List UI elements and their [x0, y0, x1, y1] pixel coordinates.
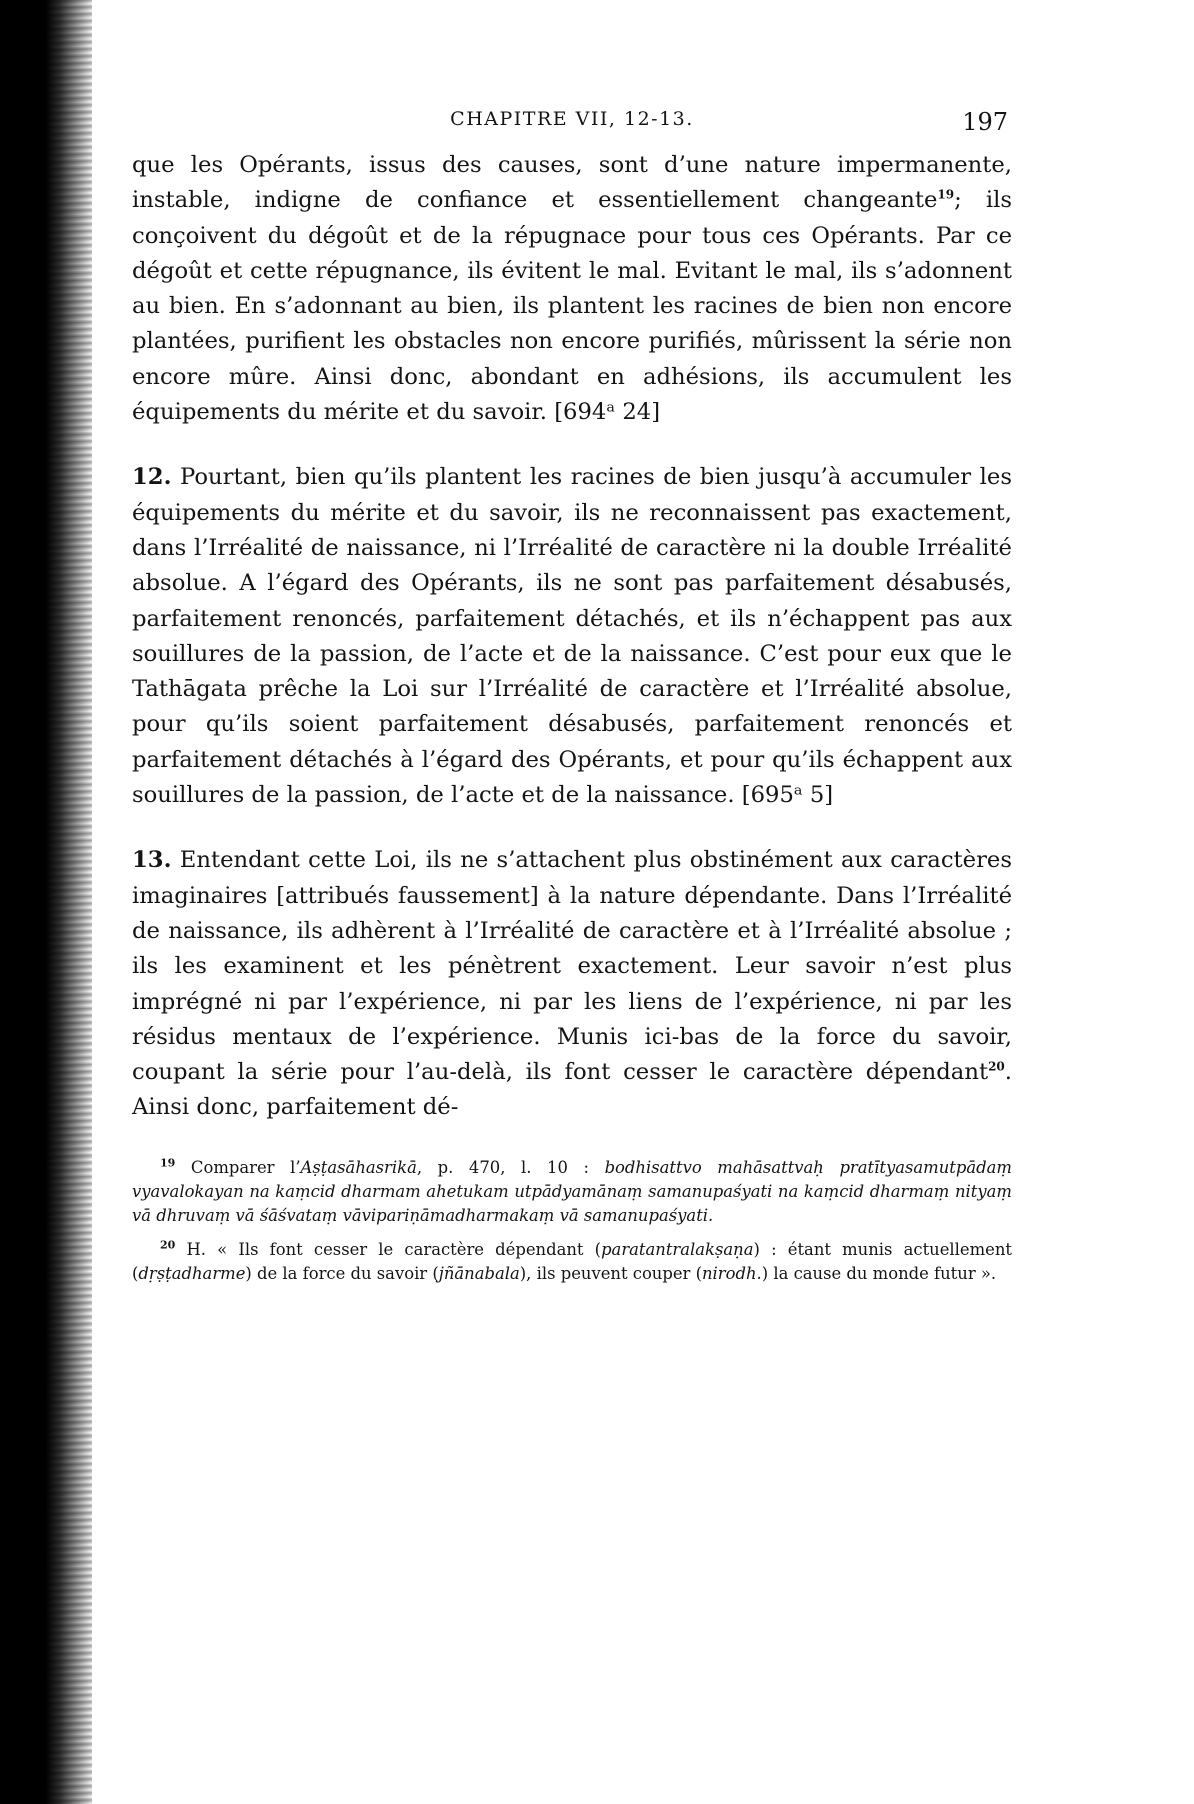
- footnote-20-part-1: H. « Ils font cesser le caractère dépendant (: [186, 1239, 602, 1259]
- binding-shadow: [0, 0, 92, 1804]
- continuation-text-1: que les Opérants, issus des causes, sont d’une nature impermanente, instable, indigne de confiance et essentiellement changeante: [132, 152, 1012, 214]
- footnote-19-title: Aṣṭasāhasrikā: [300, 1157, 417, 1177]
- footnote-20-term-3: jñānabala: [438, 1263, 520, 1283]
- footnote-19-quote: bodhisattvo mahāsattvaḥ pratītyasamutpādaṃ vyavalokayan na kaṃcid dharmam ahetukam utpādyamānaṃ samanupaśyati na kaṃcid dharmaṃ nityaṃ vā dhruvaṃ vā śāśvataṃ vāvipariṇāmadharmakaṃ vā samanupaśyati.: [132, 1157, 1013, 1225]
- footnote-20-part-2: ) : étant munis actuellement (: [132, 1239, 1012, 1283]
- section-13-paragraph: [132, 843, 1012, 1125]
- section-12-text: Pourtant, bien qu’ils plantent les racines de bien jusqu’à accumuler les équipements du mérite et du savoir, ils ne reconnaissent pas exactement, dans l’Irréalité de naissance, ni l’Irréalité de caractère ni la double Irréalité absolue. A l’égard des Opérants, ils ne sont pas parfaitement désabusés, parfaitement renoncés, parfaitement détachés, et ils n’échappent pas aux souillures de la passion, de l’acte et de la naissance. C’est pour eux que le Tathāgata prêche la Loi sur l’Irréalité de caractère et l’Irréalité absolue, pour qu’ils soient parfaitement désabusés, parfaitement renoncés et parfaitement détachés à l’égard des Opérants, et pour qu’ils échappent aux souillures de la passion, de l’acte et de la naissance. [695ᵃ 5]: [132, 464, 1012, 809]
- section-number-13: 13.: [132, 847, 172, 874]
- footnote-20: [132, 1238, 1012, 1286]
- footnote-20-term-1: paratantralakṣaṇa: [601, 1239, 754, 1259]
- page-number: 197: [962, 108, 1008, 136]
- footnote-20-part-3: ) de la force du savoir (: [245, 1263, 439, 1283]
- section-12-paragraph: [132, 460, 1012, 813]
- footnote-19-locator: , p. 470, l. 10 :: [416, 1157, 605, 1177]
- footnotes: [132, 1156, 1012, 1286]
- footnote-19: [132, 1156, 1012, 1228]
- running-head: [132, 108, 1012, 148]
- footnote-20-part-5: ) la cause du monde futur ».: [761, 1263, 997, 1283]
- footnote-20-part-4: ), ils peuvent couper (: [519, 1263, 702, 1283]
- footnote-20-term-2: dṛṣṭadharme: [138, 1263, 246, 1283]
- continuation-paragraph: [132, 148, 1012, 430]
- section-number-12: 12.: [132, 464, 172, 491]
- footnote-ref-20[interactable]: 20: [988, 1059, 1005, 1074]
- footnote-mark-19: 19: [160, 1156, 176, 1170]
- footnote-ref-19[interactable]: 19: [937, 187, 955, 202]
- continuation-text-2: ; ils conçoivent du dégoût et de la répugnace pour tous ces Opérants. Par ce dégoût et cette répugnance, ils évitent le mal. Evitant le mal, ils s’adonnent au bien. En s’adonnant au bien, ils plantent les racines de bien non encore plantées, purifient les obstacles non encore purifiés, mûrissent la série non encore mûre. Ainsi donc, abondant en adhésions, ils accumulent les équipements du mérite et du savoir. [694ᵃ 24]: [132, 187, 1012, 426]
- section-13-text-1: Entendant cette Loi, ils ne s’attachent plus obstinément aux caractères imaginaires [attribués faussement] à la nature dépendante. Dans l’Irréalité de naissance, ils adhèrent à l’Irréalité de caractère et à l’Irréalité absolue ; ils les examinent et les pénètrent exactement. Leur savoir n’est plus imprégné ni par l’expérience, ni par les liens de l’expérience, ni par les résidus mentaux de l’expérience. Munis ici-bas de la force du savoir, coupant la série pour l’au-delà, ils font cesser le caractère dépendant: [132, 847, 1012, 1086]
- book-page: [132, 108, 1012, 1296]
- footnote-mark-20: 20: [160, 1238, 176, 1252]
- section-13-text-2: . Ainsi donc, parfaitement dé-: [132, 1059, 1012, 1121]
- footnote-19-lead: Comparer l’: [190, 1157, 301, 1177]
- footnote-20-term-4: nirodh.: [702, 1263, 762, 1283]
- chapter-title: CHAPITRE VII, 12-13.: [450, 108, 694, 130]
